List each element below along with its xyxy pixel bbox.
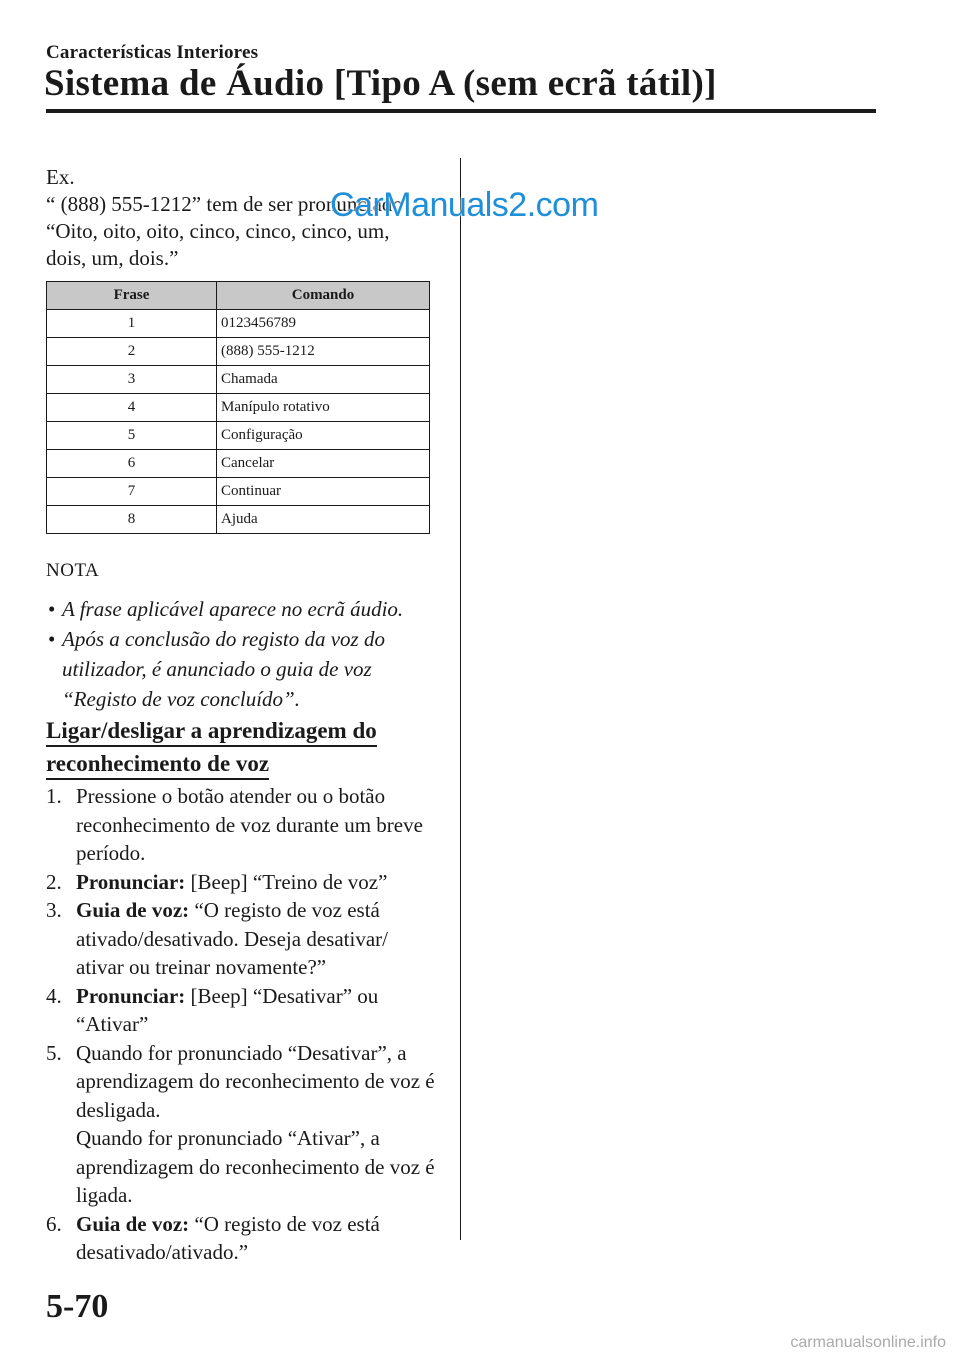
table-row xyxy=(47,422,430,450)
example-line: dois, um, dois.” xyxy=(46,246,179,270)
note-list xyxy=(46,594,438,714)
table-row xyxy=(47,310,430,338)
footer-site-link[interactable]: carmanualsonline.info xyxy=(790,1334,946,1351)
heading-line: reconhecimento de voz xyxy=(46,751,269,780)
step-item xyxy=(46,868,438,897)
page-title: Sistema de Áudio [Tipo A (sem ecrã tátil)] xyxy=(44,63,717,104)
step-number: 5. xyxy=(46,1040,62,1065)
frase-cell: 5 xyxy=(47,422,217,450)
frase-cell: 6 xyxy=(47,450,217,478)
comando-cell: Configuração xyxy=(217,422,430,450)
title-rule xyxy=(46,109,876,113)
step-label: Guia de voz: xyxy=(76,898,190,922)
page-number: 5-70 xyxy=(46,1288,109,1325)
note-text: A frase aplicável aparece no ecrã áudio. xyxy=(62,597,404,621)
frase-cell: 2 xyxy=(47,338,217,366)
table-row xyxy=(47,338,430,366)
note-item xyxy=(46,624,438,714)
step-label: Pronunciar: xyxy=(76,869,186,894)
frase-cell: 7 xyxy=(47,478,217,506)
table-row xyxy=(47,478,430,506)
command-table xyxy=(46,281,430,534)
step-number: 2. xyxy=(46,869,62,894)
comando-cell: (888) 555-1212 xyxy=(217,338,430,366)
bullet-icon: • xyxy=(48,597,56,621)
table-row xyxy=(47,506,430,534)
steps-list xyxy=(46,782,438,1267)
column-divider xyxy=(460,158,461,1240)
step-label: Guia de voz: xyxy=(76,1211,190,1236)
comando-cell: Chamada xyxy=(217,366,430,394)
step-text: Pressione o botão atender ou o botão reconhecimento de voz durante um breve período. xyxy=(76,784,423,865)
step-item xyxy=(46,1210,438,1267)
comando-cell: Continuar xyxy=(217,478,430,506)
step-text: [Beep] “Desativar” ou “Ativar” xyxy=(76,983,379,1036)
step-item xyxy=(46,982,438,1039)
step-text-continued: Quando for pronunciado “Ativar”, a aprendizagem do reconhecimento de voz é ligada. xyxy=(76,1126,435,1207)
section-heading xyxy=(46,716,438,782)
note-text: Após a conclusão do registo da voz do utilizador, é anunciado o guia de voz “Registo de voz concluído”. xyxy=(62,627,385,711)
frase-cell: 3 xyxy=(47,366,217,394)
table-header-row xyxy=(47,282,430,310)
section-label: Características Interiores xyxy=(46,42,259,63)
comando-cell: 0123456789 xyxy=(217,310,430,338)
step-text: “O registo de voz está desativado/ativado.” xyxy=(76,1211,380,1264)
comando-cell: Manípulo rotativo xyxy=(217,394,430,422)
step-item xyxy=(46,1039,438,1210)
table-row xyxy=(47,366,430,394)
note-item xyxy=(46,594,438,624)
step-text: Quando for pronunciado “Desativar”, a aprendizagem do reconhecimento de voz é desligada. xyxy=(76,1040,435,1122)
step-number: 3. xyxy=(46,898,62,922)
step-number: 4. xyxy=(46,983,62,1008)
step-item xyxy=(46,896,438,982)
example-line: Ex. xyxy=(46,165,75,189)
step-number: 1. xyxy=(46,784,62,808)
table-row xyxy=(47,450,430,478)
example-line: “Oito, oito, oito, cinco, cinco, cinco, um, xyxy=(46,219,390,243)
table-row xyxy=(47,394,430,422)
heading-line: Ligar/desligar a aprendizagem do xyxy=(46,718,377,747)
frase-cell: 4 xyxy=(47,394,217,422)
bullet-icon: • xyxy=(48,627,56,651)
step-number: 6. xyxy=(46,1211,62,1236)
step-text: [Beep] “Treino de voz” xyxy=(185,869,388,894)
step-text: “O registo de voz está ativado/desativado. Deseja desativar/ ativar ou treinar novamente?” xyxy=(76,898,388,979)
comando-cell: Ajuda xyxy=(217,506,430,534)
step-label: Pronunciar: xyxy=(76,983,186,1008)
header-comando: Comando xyxy=(217,282,430,310)
comando-cell: Cancelar xyxy=(217,450,430,478)
watermark-link[interactable]: CarManuals2.com xyxy=(330,186,599,224)
frase-cell: 1 xyxy=(47,310,217,338)
step-item xyxy=(46,782,438,868)
frase-cell: 8 xyxy=(47,506,217,534)
example-line: “ (888) 555-1212” tem de ser pronunciado xyxy=(46,192,403,216)
nota-label: NOTA xyxy=(46,560,100,581)
header-frase: Frase xyxy=(47,282,217,310)
